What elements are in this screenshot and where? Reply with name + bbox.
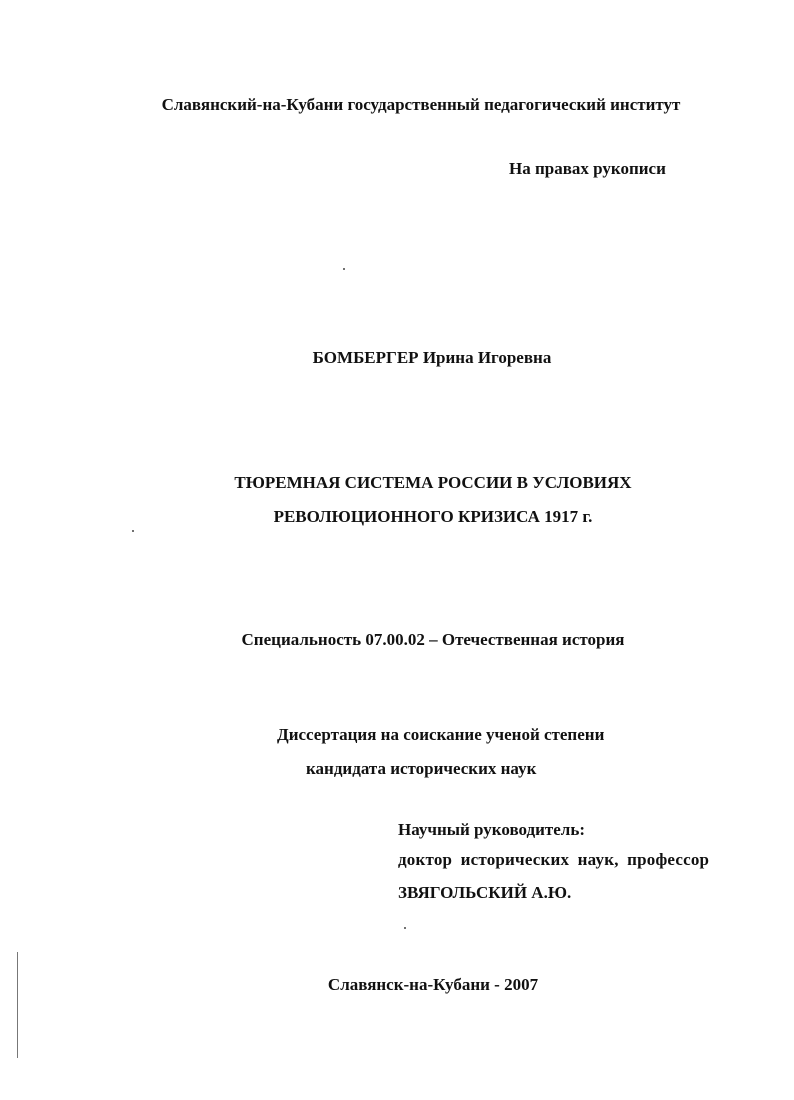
manuscript-note: На правах рукописи: [509, 159, 666, 178]
degree-line-1: Диссертация на соискание ученой степени: [277, 725, 605, 744]
thesis-title-line-2: РЕВОЛЮЦИОННОГО КРИЗИСА 1917 г.: [273, 507, 593, 526]
degree-line-2: кандидата исторических наук: [306, 759, 537, 778]
advisor-name: ЗВЯГОЛЬСКИЙ А.Ю.: [398, 883, 572, 902]
thesis-title-line-1: ТЮРЕМНАЯ СИСТЕМА РОССИИ В УСЛОВИЯХ: [234, 473, 632, 492]
advisor-label: Научный руководитель:: [398, 820, 585, 839]
advisor-title: доктор исторических наук, профессор: [398, 850, 710, 869]
city-year: Славянск-на-Кубани - 2007: [327, 975, 539, 994]
specialty-line: Специальность 07.00.02 – Отечественная история: [241, 630, 625, 649]
institute-name: Славянский-на-Кубани государственный педагогический институт: [161, 95, 681, 114]
author-name: БОМБЕРГЕР Ирина Игоревна: [312, 348, 552, 367]
scan-speck: [132, 530, 134, 532]
scan-speck: [343, 268, 345, 270]
scan-speck: [404, 927, 406, 929]
scan-edge-line: [17, 952, 18, 1058]
